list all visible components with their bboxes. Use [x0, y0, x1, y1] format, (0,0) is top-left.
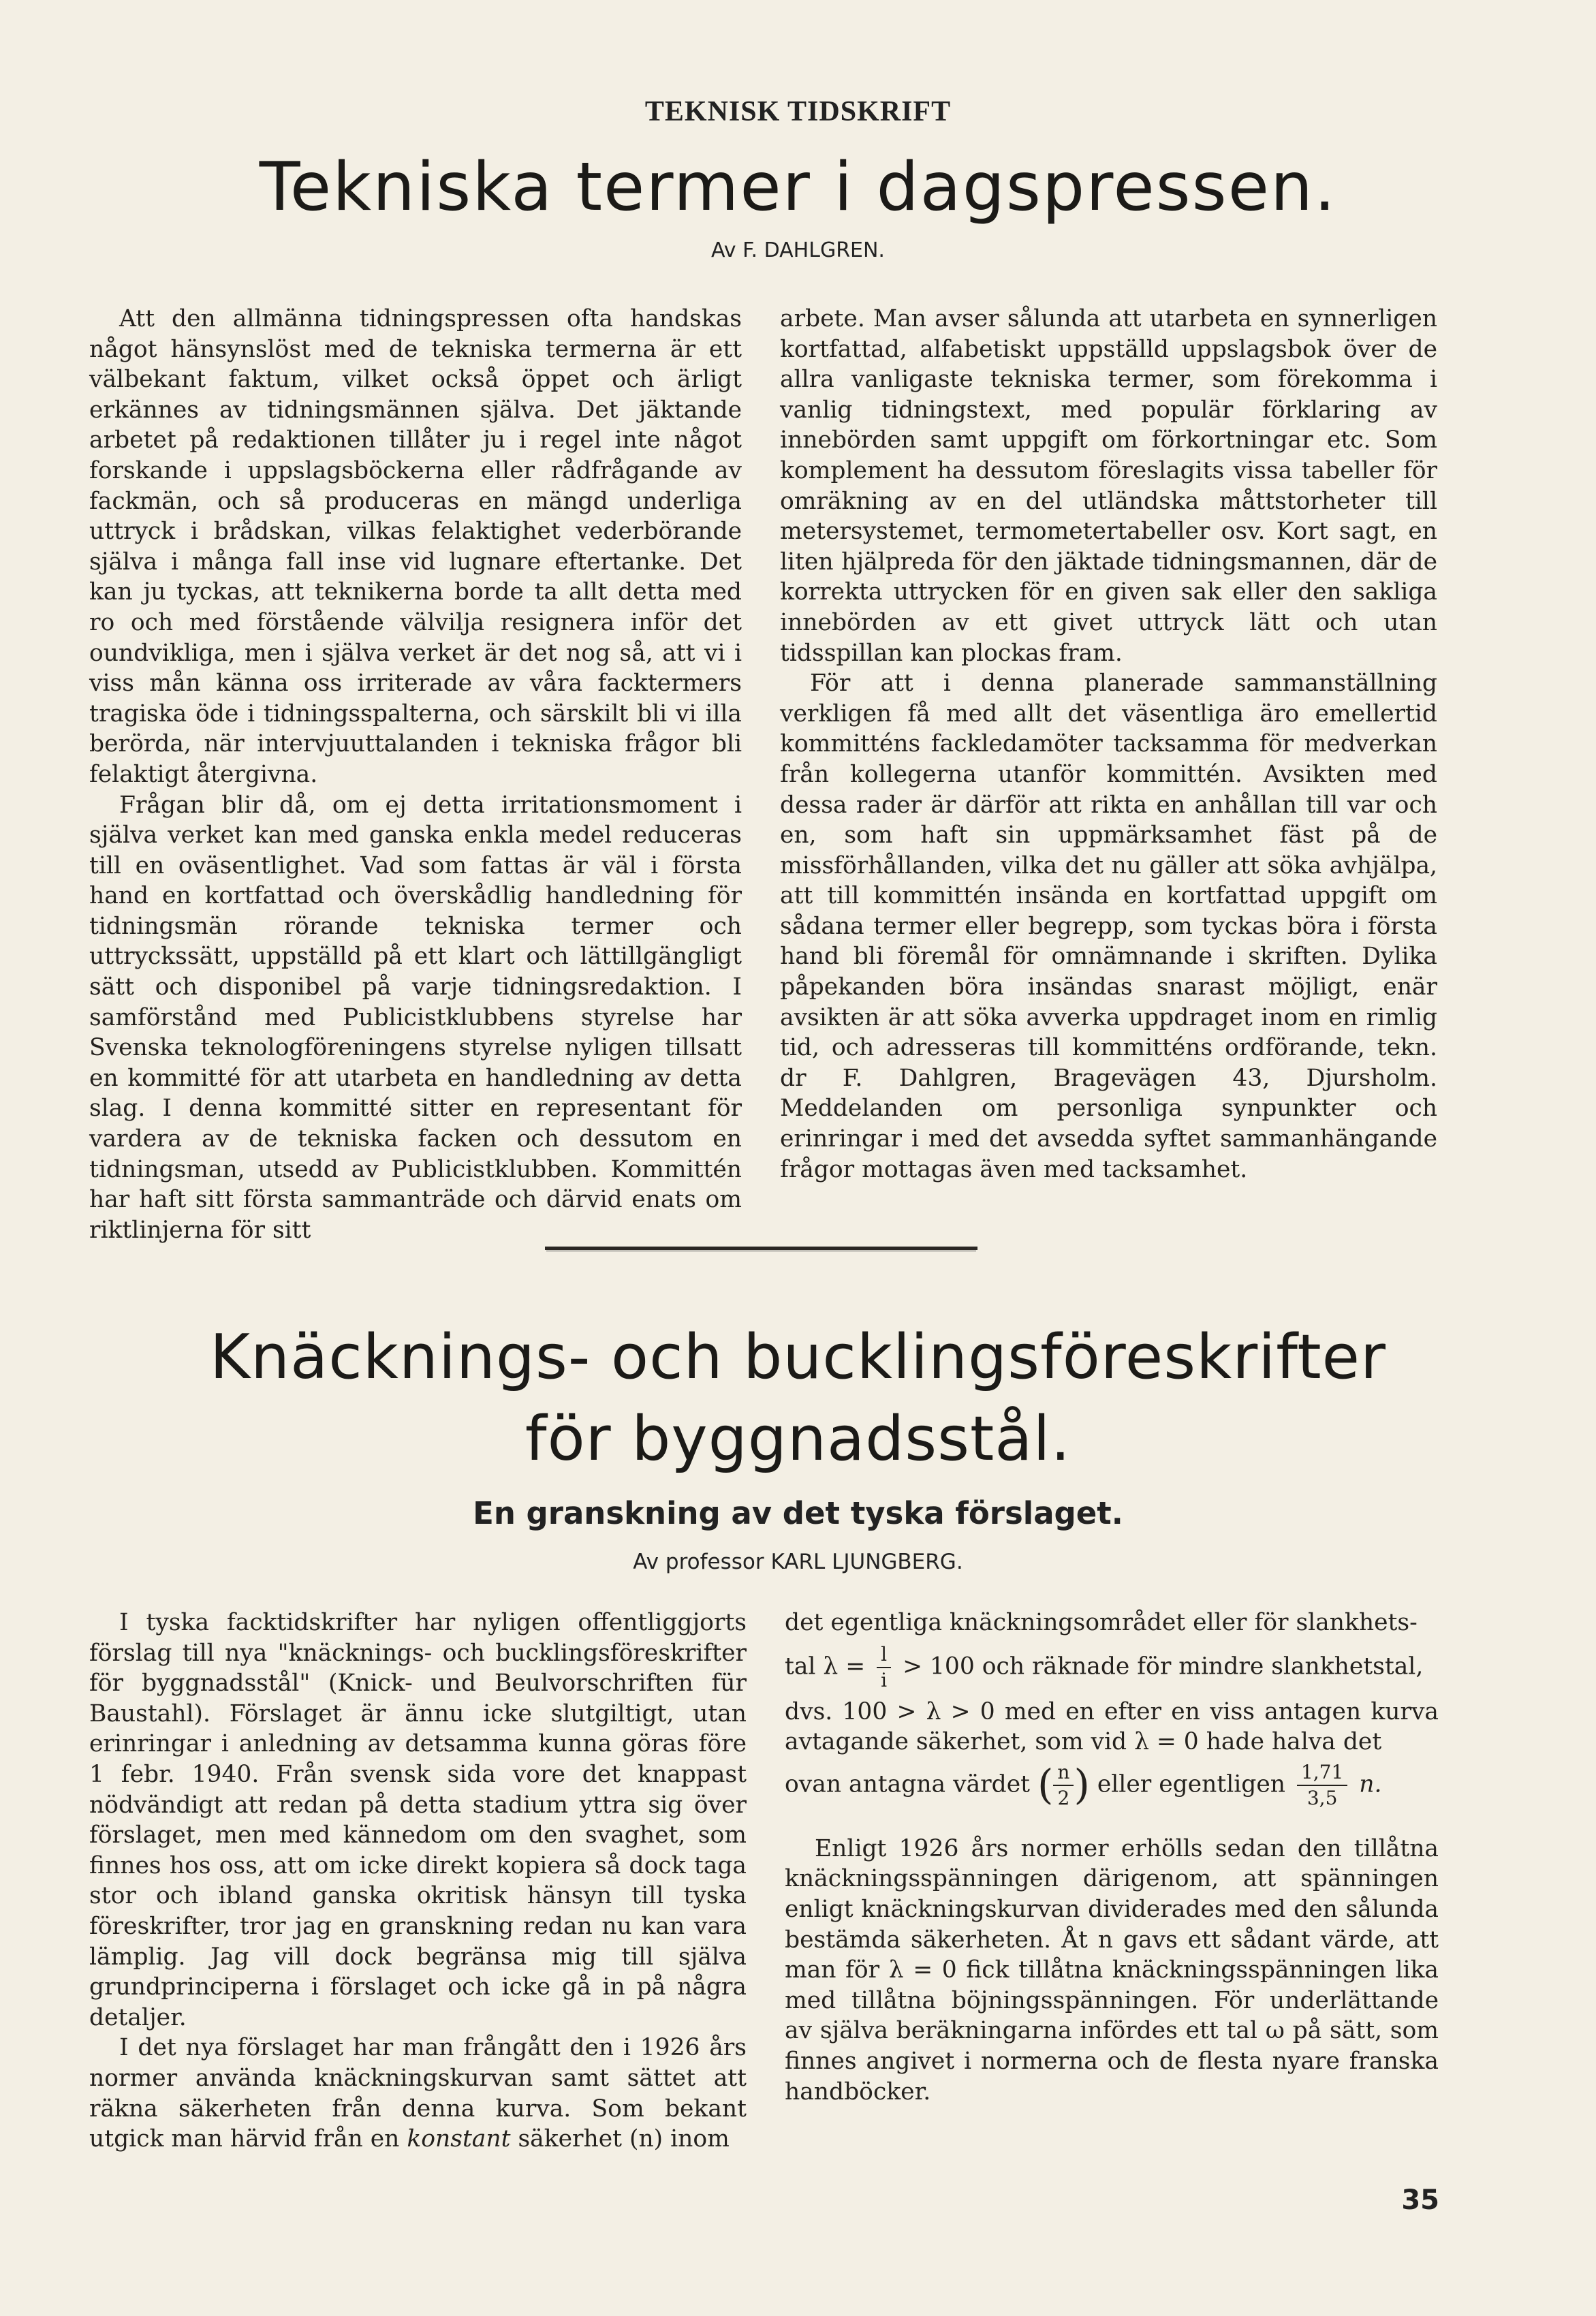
fraction-numerator: 1,71 — [1297, 1760, 1347, 1786]
article2-paragraph: I tyska facktidskrifter har nyligen offentliggjorts förslag till nya "knäcknings- och bucklingsföreskrifter för byggnadsstål" (Knick- und Beulvorschriften für Baustahl). Förslaget är ännu icke slutgiltigt, utan erinringar i anledning av detsamma kunna göras före 1 febr. 1940. Från svensk sida vore det knappast nödvändigt att redan på detta stadium yttra sig över förslaget, men med kännedom om den svaghet, som finnes hos oss, att om icke direkt kopiera så dock taga stor och ibland ganska okritisk hänsyn till tyska föreskrifter, tror jag en granskning redan nu kan vara lämplig. Jag vill dock begränsa mig till själva grundprinciperna i förslaget och icke gå in på några detaljer. — [89, 1609, 747, 2031]
fraction-numerator: l — [877, 1642, 891, 1668]
article1-paragraph: Att den allmänna tidningspressen ofta handskas något hänsynslöst med de tekniska termerna är ett välbekant faktum, vilket också öppet och ärligt erkännes av tidningsmännen själva. Det jäktande arbetet på redaktionen tillåter ju i regel inte något forskande i uppslagsböckerna eller rådfrågande av fackmän, och så produceras en mängd underliga uttryck i brådskan, vilkas felaktighet vederbörande själva i många fall inse vid lugnare eftertanke. Det kan ju tyckas, att teknikerna borde ta allt detta med ro och med förstående välvilja resignera inför det oundvikliga, men i själva verket är det nog så, att vi i viss mån känna oss irriterade av våra facktermers tragiska öde i tidningsspalterna, och särskilt bli vi illa berörda, när intervjuuttalanden i tekniska frågor bli felaktigt återgivna. — [89, 305, 742, 788]
article2-paragraph-tail: säkerhet (n) inom — [518, 2125, 730, 2153]
section-divider — [545, 1247, 977, 1250]
article2-right-column — [785, 1608, 1439, 2107]
paren-close-glyph: ) — [1074, 1761, 1090, 1809]
formula-text: tal λ = — [785, 1653, 866, 1680]
slenderness-formula-line — [785, 1642, 1439, 1693]
paren-open-glyph: ( — [1037, 1761, 1054, 1809]
article2-paragraph: Enligt 1926 års normer erhölls sedan den tillåtna knäckningsspänningen därigenom, att spänningen enligt knäckningskurvan dividerades med den sålunda bestämda säkerheten. Åt n gavs ett sådant värde, att man för λ = 0 fick tillåtna knäckningsspänningen lika med tillåtna böjningsspänningen. För underlättande av själva beräkningarna infördes ett tal ω på sätt, som finnes angivet i normerna och de flesta nyare franska handböcker. — [785, 1834, 1439, 2106]
article2-text-line: det egentliga knäckningsområdet eller för slankhets- — [785, 1609, 1418, 1636]
safety-formula-line — [785, 1760, 1439, 1811]
fraction-denominator: 2 — [1057, 1786, 1070, 1809]
article1-byline: Av F. DAHLGREN. — [711, 238, 885, 262]
article2-title-line1: Knäcknings- och bucklingsföreskrifter — [210, 1321, 1386, 1393]
formula-text: n. — [1359, 1770, 1382, 1798]
article1-title: Tekniska termer i dagspressen. — [259, 148, 1337, 226]
fraction-denominator: i — [881, 1668, 888, 1691]
article2-paragraph — [89, 2033, 747, 2154]
formula-text: > 100 och räknade för mindre slankhetstal, — [903, 1653, 1424, 1680]
emphasis-text: konstant — [407, 2125, 511, 2153]
formula-text: ovan antagna värdet — [785, 1770, 1030, 1798]
fraction-denominator: 3,5 — [1306, 1786, 1338, 1809]
fraction-numerator: n — [1053, 1760, 1074, 1786]
article1-right-column — [780, 304, 1437, 1185]
article2-byline: Av professor KARL LJUNGBERG. — [633, 1550, 963, 1574]
article2-paragraph-text: I det nya förslaget har man frångått den i 1926 års normer använda knäckningskurvan samt sättet att räkna säkerheten från denna kurva. Som bekant utgick man härvid från en — [89, 2034, 747, 2153]
article2-title-line2: för byggnadsstål. — [525, 1403, 1071, 1475]
formula-text: eller egentligen — [1097, 1770, 1285, 1798]
article2-left-column — [89, 1608, 747, 2155]
masthead: TEKNISK TIDSKRIFT — [644, 96, 952, 127]
article2-text-line: dvs. 100 > λ > 0 med en efter en viss antagen kurva avtagande säkerhet, som vid λ = 0 hade halva det — [785, 1697, 1439, 1756]
article2-subtitle: En granskning av det tyska förslaget. — [473, 1495, 1123, 1531]
fraction-l-over-i — [877, 1642, 891, 1693]
fraction-n-over-2 — [1053, 1760, 1074, 1811]
fraction-171-over-35 — [1297, 1760, 1347, 1811]
article1-paragraph: arbete. Man avser sålunda att utarbeta en synnerligen kortfattad, alfabetiskt uppställd uppslagsbok över de allra vanligaste tekniska termer, som förekomma i vanlig tidningstext, med populär förklaring av innebörden samt uppgift om förkortningar etc. Som komplement ha dessutom föreslagits vissa tabeller för omräkning av en del utländska måttstorheter till metersystemet, termometertabeller osv. Kort sagt, en liten hjälpreda för den jäktade tidningsmannen, där de korrekta uttrycken för en given sak eller den sakliga innebörden av ett givet uttryck lätt och utan tidsspillan kan plockas fram. — [780, 305, 1437, 667]
article1-paragraph: Frågan blir då, om ej detta irritationsmoment i själva verket kan med ganska enkla medel reduceras till en oväsentlighet. Vad som fattas är väl i första hand en kortfattad och överskådlig handledning för tidningsmän rörande tekniska termer och uttryckssätt, uppställd på ett klart och lättillgängligt sätt och disponibel på varje tidningsredaktion. I samförstånd med Publicistklubbens styrelse har Svenska teknologföreningens styrelse nyligen tillsatt en kommitté för att utarbeta en handledning av detta slag. I denna kommitté sitter en representant för vardera av de tekniska facken och dessutom en tidningsman, utsedd av Publicistklubben. Kommittén har haft sitt första sammanträde och därvid enats om riktlinjerna för sitt — [89, 791, 742, 1244]
page-number: 35 — [1401, 2185, 1439, 2216]
article1-paragraph: För att i denna planerade sammanställning verkligen få med allt det väsentliga äro emellertid kommitténs fackledamöter tacksamma för medverkan från kollegerna utanför kommittén. Avsikten med dessa rader är därför att rikta en anhållan till var och en, som haft sin uppmärksamhet fäst på de missförhållanden, vilka det nu gäller att söka avhjälpa, att till kommittén insända en kortfattad uppgift om sådana termer eller begrepp, som tyckas böra i första hand bli föremål för omnämnande i skriften. Dylika påpekanden böra insändas snarast möjligt, enär avsikten är att söka avverka uppdraget inom en rimlig tid, och adresseras till kommitténs ordförande, tekn. dr F. Dahlgren, Bragevägen 43, Djursholm. Meddelanden om personliga synpunkter och erinringar i med det avsedda syftet sammanhängande frågor mottagas även med tacksamhet. — [780, 670, 1437, 1183]
article1-left-column — [89, 304, 742, 1245]
